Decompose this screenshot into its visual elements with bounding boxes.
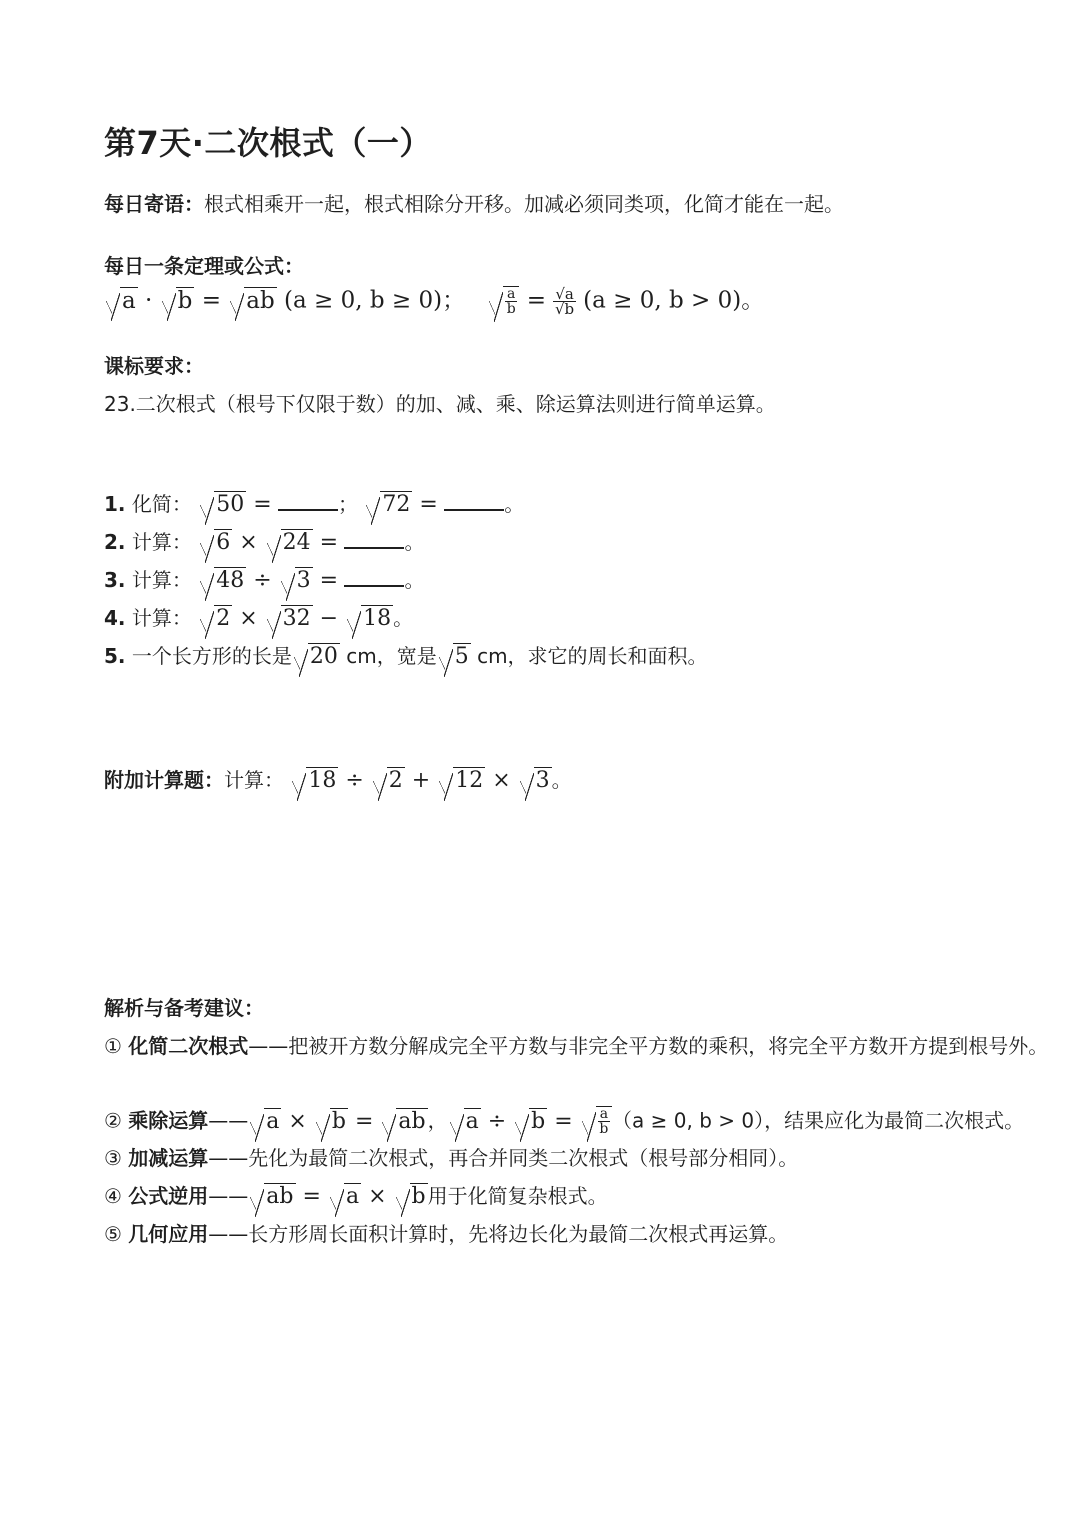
problem-1: 1. 化简： 50 = ； 72 = 。 <box>104 492 525 517</box>
answer-blank[interactable] <box>344 529 404 549</box>
sqrt-ab: ab <box>230 287 276 315</box>
daily-motto <box>104 190 844 218</box>
sqrt-a: a <box>106 287 138 315</box>
analysis-item-4: ④ 公式逆用—— ab = a × b 用于化简复杂根式。 <box>104 1184 608 1209</box>
equals: = <box>201 287 221 314</box>
answer-blank[interactable] <box>278 491 338 511</box>
problem-4: 4. 计算： 2 × 32 − 18 。 <box>104 606 414 631</box>
equals-2: = <box>526 287 546 314</box>
condition-2: (a ≥ 0, b > 0)。 <box>583 287 765 314</box>
sqrt-b: b <box>162 287 195 315</box>
motto-label: 每日寄语： <box>104 192 204 216</box>
analysis-label: 解析与备考建议： <box>104 996 264 1020</box>
standard-text: 23.二次根式（根号下仅限于数）的加、减、乘、除运算法则进行简单运算。 <box>104 392 776 416</box>
answer-blank[interactable] <box>444 491 504 511</box>
formula-line <box>104 286 764 316</box>
analysis-item-5: ⑤ 几何应用——长方形周长面积计算时，先将边长化为最简二次根式再运算。 <box>104 1222 789 1246</box>
sqrt-fraction: $\frac{a}{b}$ <box>489 286 519 316</box>
analysis-item-3: ③ 加减运算——先化为最简二次根式，再合并同类二次根式（根号部分相同）。 <box>104 1146 799 1170</box>
problem-2: 2. 计算： 6 × 24 = 。 <box>104 530 425 555</box>
dot-op: · <box>145 287 153 314</box>
condition-1: (a ≥ 0, b ≥ 0)； <box>284 287 466 314</box>
motto-text: 根式相乘开一起，根式相除分开移。加减必须同类项，化简才能在一起。 <box>204 192 844 216</box>
fraction-of-roots: $\frac{√a}{√b}$ <box>554 285 575 318</box>
answer-blank[interactable] <box>344 567 404 587</box>
standard-label: 课标要求： <box>104 354 204 378</box>
extra-problem: 附加计算题：计算： 18 ÷ 2 + 12 × 3 。 <box>104 768 572 793</box>
analysis-item-2: ② 乘除运算—— a × b = ab ， a ÷ b = $\frac{a}{b}$ （a ≥ 0, b > 0），结果应化为最简二次根式。 <box>104 1106 1025 1137</box>
problem-5: 5. 一个长方形的长是 20 cm，宽是 5 cm，求它的周长和面积。 <box>104 644 708 669</box>
problem-3: 3. 计算： 48 ÷ 3 = 。 <box>104 568 425 593</box>
formula-label: 每日一条定理或公式： <box>104 254 304 278</box>
page-title: 第7天·二次根式（一） <box>104 124 432 162</box>
analysis-item-1: ① 化简二次根式——把被开方数分解成完全平方数与非完全平方数的乘积，将完全平方数开方提到根号外。 <box>104 1034 1049 1058</box>
